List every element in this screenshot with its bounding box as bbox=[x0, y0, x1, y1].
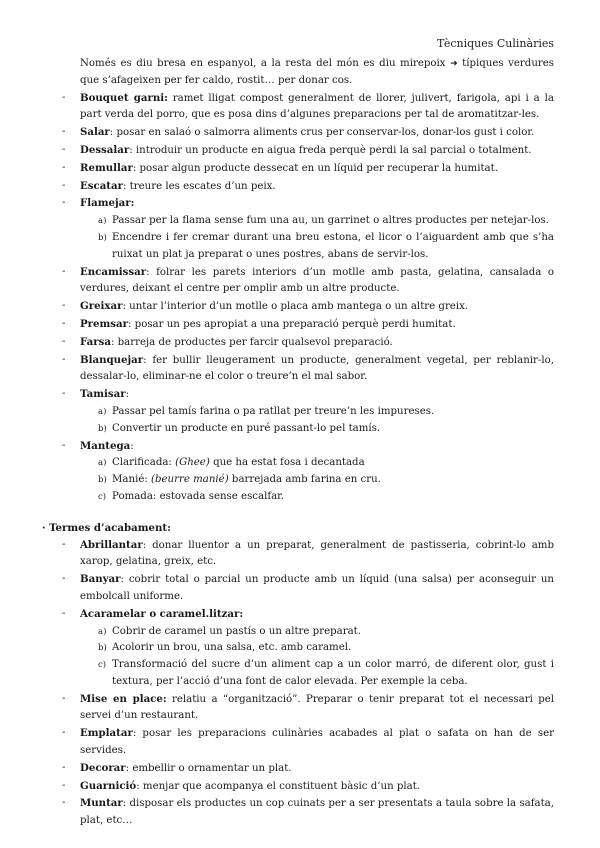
term-name: Banyar bbox=[80, 573, 121, 586]
list-item bbox=[62, 90, 554, 125]
list-item bbox=[62, 691, 554, 726]
sub-item-marker: a) bbox=[98, 458, 107, 469]
term-definition: : posar les preparacions culinàries acabades al plat o safata on han de ser servides. bbox=[80, 728, 554, 757]
term-name: Abrillantar bbox=[80, 538, 143, 551]
list-item bbox=[62, 142, 554, 160]
sub-item-marker: a) bbox=[98, 626, 107, 637]
bullet-dash: - bbox=[62, 126, 66, 138]
term-name: Tamisar bbox=[80, 388, 126, 401]
term-definition: : posar en salaó o salmorra aliments crus per conservar-los, donar-los gust i color. bbox=[109, 127, 535, 139]
term-definition: : embellir o ornamentar un plat. bbox=[125, 762, 292, 774]
list-item bbox=[62, 160, 554, 178]
sub-item-text: Manié: bbox=[112, 474, 152, 486]
list-item bbox=[62, 438, 554, 456]
term-definition: : menjar que acompanya el constituent bàsic d’un plat. bbox=[136, 780, 421, 792]
sub-item-marker: b) bbox=[98, 643, 107, 654]
sub-item bbox=[80, 213, 554, 230]
sub-item-text: Acolorir un brou, una salsa, etc. amb caramel. bbox=[112, 642, 352, 654]
sub-item-marker: b) bbox=[98, 232, 107, 243]
term-name: Mise en place: bbox=[80, 692, 167, 705]
list-item bbox=[62, 795, 554, 830]
bullet-dash: - bbox=[62, 353, 66, 365]
bullet-dash: - bbox=[62, 692, 66, 704]
bullet-dash: - bbox=[62, 317, 66, 329]
list-item bbox=[62, 725, 554, 760]
bullet-dash: - bbox=[62, 761, 66, 773]
sub-item-text: que ha estat fosa i decantada bbox=[209, 457, 365, 469]
bullet-dash: - bbox=[62, 161, 66, 173]
sub-item-text: barrejada amb farina en cru. bbox=[228, 474, 381, 486]
sub-item-text: Encendre i fer cremar durant una breu estona, el licor o l’aiguardent amb que s’ha ruixat un plat ja preparat o unes postres, abans de servir-los. bbox=[112, 231, 554, 260]
finishing-terms-list bbox=[62, 537, 554, 831]
bullet-dash: - bbox=[62, 300, 66, 312]
bullet-dash: - bbox=[62, 727, 66, 739]
term-name: Encamissar bbox=[80, 265, 147, 278]
term-name: Escatar bbox=[80, 179, 123, 192]
list-item bbox=[62, 264, 554, 299]
list-item bbox=[62, 760, 554, 778]
section-title-acabament: · Termes d’acabament: bbox=[42, 521, 171, 534]
sub-item bbox=[80, 624, 554, 641]
bullet-dash: - bbox=[62, 573, 66, 585]
term-definition: : introduir un producte en aigua freda perquè perdi la sal parcial o totalment. bbox=[129, 144, 532, 156]
bullet-dash: - bbox=[62, 538, 66, 550]
sub-item-marker: c) bbox=[98, 491, 107, 502]
bullet-dash: - bbox=[62, 797, 66, 809]
sub-item-text: Clarificada: bbox=[112, 457, 176, 469]
term-definition: : posar algun producte dessecat en un líquid per recuperar la humitat. bbox=[132, 162, 498, 174]
term-name: Flamejar: bbox=[80, 197, 135, 210]
term-definition: : bbox=[130, 440, 134, 452]
intro-text-after: típiques verdures que s’afageixen per fer caldo, rostit… per donar cos. bbox=[80, 58, 555, 86]
term-name: Guarnició bbox=[80, 779, 137, 792]
list-item bbox=[62, 195, 554, 213]
term-definition: : treure les escates d’un peix. bbox=[122, 180, 276, 192]
term-definition: relatiu a “organització”. Preparar o tenir preparat tot el necessari pel servei d’un restaurant. bbox=[80, 693, 554, 722]
bullet-dash: - bbox=[62, 143, 66, 155]
sub-item-text: Transformació del sucre d’un aliment cap a un color marró, de diferent olor, gust i textura, per l’acció d’una font de calor elevada. Per exemple la ceba. bbox=[112, 659, 554, 687]
term-definition: : cobrir total o parcial un producte amb un líquid (una salsa) per aconseguir un embolcall uniforme. bbox=[80, 574, 554, 602]
term-name: Dessalar bbox=[80, 143, 130, 156]
sub-item bbox=[80, 404, 554, 421]
term-definition: : folrar les parets interiors d’un motlle amb pasta, gelatina, cansalada o verdures, deixant el centre per omplir amb un altre producte. bbox=[80, 266, 554, 295]
bullet-dash: - bbox=[62, 179, 66, 191]
arrow-right-icon: ➜ bbox=[450, 59, 458, 69]
term-name: Emplatar bbox=[80, 727, 133, 740]
intro-paragraph bbox=[80, 56, 554, 90]
sub-item bbox=[80, 230, 554, 264]
sub-item bbox=[80, 472, 554, 489]
term-name: Blanquejar bbox=[80, 353, 144, 366]
list-item bbox=[62, 778, 554, 796]
term-name: Muntar bbox=[80, 797, 123, 810]
bullet-dash: - bbox=[62, 335, 66, 347]
term-name: Salar bbox=[80, 126, 110, 139]
term-definition: : disposar els productes un cop cuinats per a ser presentats a taula sobre la safata, plat, etc… bbox=[80, 798, 554, 827]
list-item bbox=[62, 298, 554, 316]
list-item bbox=[62, 606, 554, 624]
term-name: Greixar bbox=[80, 300, 123, 313]
term-definition: ramet lligat compost generalment de llorer, julivert, farigola, api i a la part verda del porro, que es posa dins d’algunes preparacions per tal de aromatitzar-les. bbox=[80, 92, 554, 121]
list-item bbox=[62, 537, 554, 572]
bullet-dash: - bbox=[62, 197, 66, 209]
sub-item bbox=[80, 640, 554, 657]
sub-item-marker: c) bbox=[98, 660, 107, 671]
term-definition: : donar lluentor a un preparat, generalment de pastisseria, cobrint-lo amb xarop, gelatina, greix, etc. bbox=[80, 539, 554, 568]
sub-item bbox=[80, 455, 554, 472]
sub-item-text: Cobrir de caramel un pastís o un altre preparat. bbox=[112, 625, 361, 637]
term-definition: : fer bullir lleugerament un producte, generalment vegetal, per reblanir-lo, dessalar-lo, eliminar-ne el color o treure’n el mal sabor. bbox=[80, 354, 554, 383]
page-header-title: Tècniques Culinàries bbox=[437, 37, 554, 50]
sub-item-marker: b) bbox=[98, 423, 107, 434]
term-name: Mantega bbox=[80, 439, 131, 452]
bullet-dash: - bbox=[62, 779, 66, 791]
list-item bbox=[62, 124, 554, 142]
sub-item-text: Pomada: estovada sense escalfar. bbox=[112, 490, 285, 502]
preparation-terms-list bbox=[62, 90, 554, 506]
term-name: Acaramelar o caramel.litzar: bbox=[80, 607, 244, 620]
intro-text-before: Només es diu bresa en espanyol, a la resta del món es diu mirepoix bbox=[80, 58, 451, 69]
term-name: Farsa bbox=[80, 335, 111, 348]
term-name: Remullar bbox=[80, 161, 133, 174]
sub-item-text: Passar pel tamís farina o pa ratllat per treure’n les impureses. bbox=[112, 405, 435, 417]
document-body bbox=[42, 56, 555, 830]
list-item bbox=[62, 334, 554, 352]
term-definition: : untar l’interior d’un motlle o placa amb mantega o un altre greix. bbox=[122, 301, 469, 313]
bullet-dash: - bbox=[62, 91, 66, 103]
sub-item bbox=[80, 489, 554, 506]
sub-item-text: Convertir un producte en puré passant-lo pel tamís. bbox=[112, 422, 381, 434]
sub-item bbox=[80, 657, 554, 691]
bullet-dash: - bbox=[62, 388, 66, 400]
list-item bbox=[62, 352, 554, 387]
sub-item-italic: (Ghee) bbox=[175, 457, 210, 469]
list-item bbox=[62, 178, 554, 196]
term-name: Bouquet garni: bbox=[80, 91, 168, 104]
sub-item-italic: (beurre manié) bbox=[151, 474, 229, 486]
list-item bbox=[62, 316, 554, 334]
list-item bbox=[62, 571, 554, 606]
term-definition: : bbox=[125, 389, 129, 401]
term-name: Decorar bbox=[80, 761, 126, 774]
list-item bbox=[62, 386, 554, 404]
bullet-dash: - bbox=[62, 439, 66, 451]
sub-item-marker: a) bbox=[98, 216, 107, 227]
term-definition: : posar un pes apropiat a una preparació perquè perdi humitat. bbox=[128, 318, 456, 330]
sub-item-marker: b) bbox=[98, 475, 107, 486]
sub-item bbox=[80, 421, 554, 438]
bullet-dash: - bbox=[62, 265, 66, 277]
bullet-dash: - bbox=[62, 607, 66, 619]
sub-item-marker: a) bbox=[98, 406, 107, 417]
sub-item-text: Passar per la flama sense fum una au, un garrinet o altres productes per netejar-los. bbox=[112, 215, 549, 227]
term-name: Premsar bbox=[80, 317, 128, 330]
term-definition: : barreja de productes per farcir qualsevol preparació. bbox=[110, 336, 393, 348]
